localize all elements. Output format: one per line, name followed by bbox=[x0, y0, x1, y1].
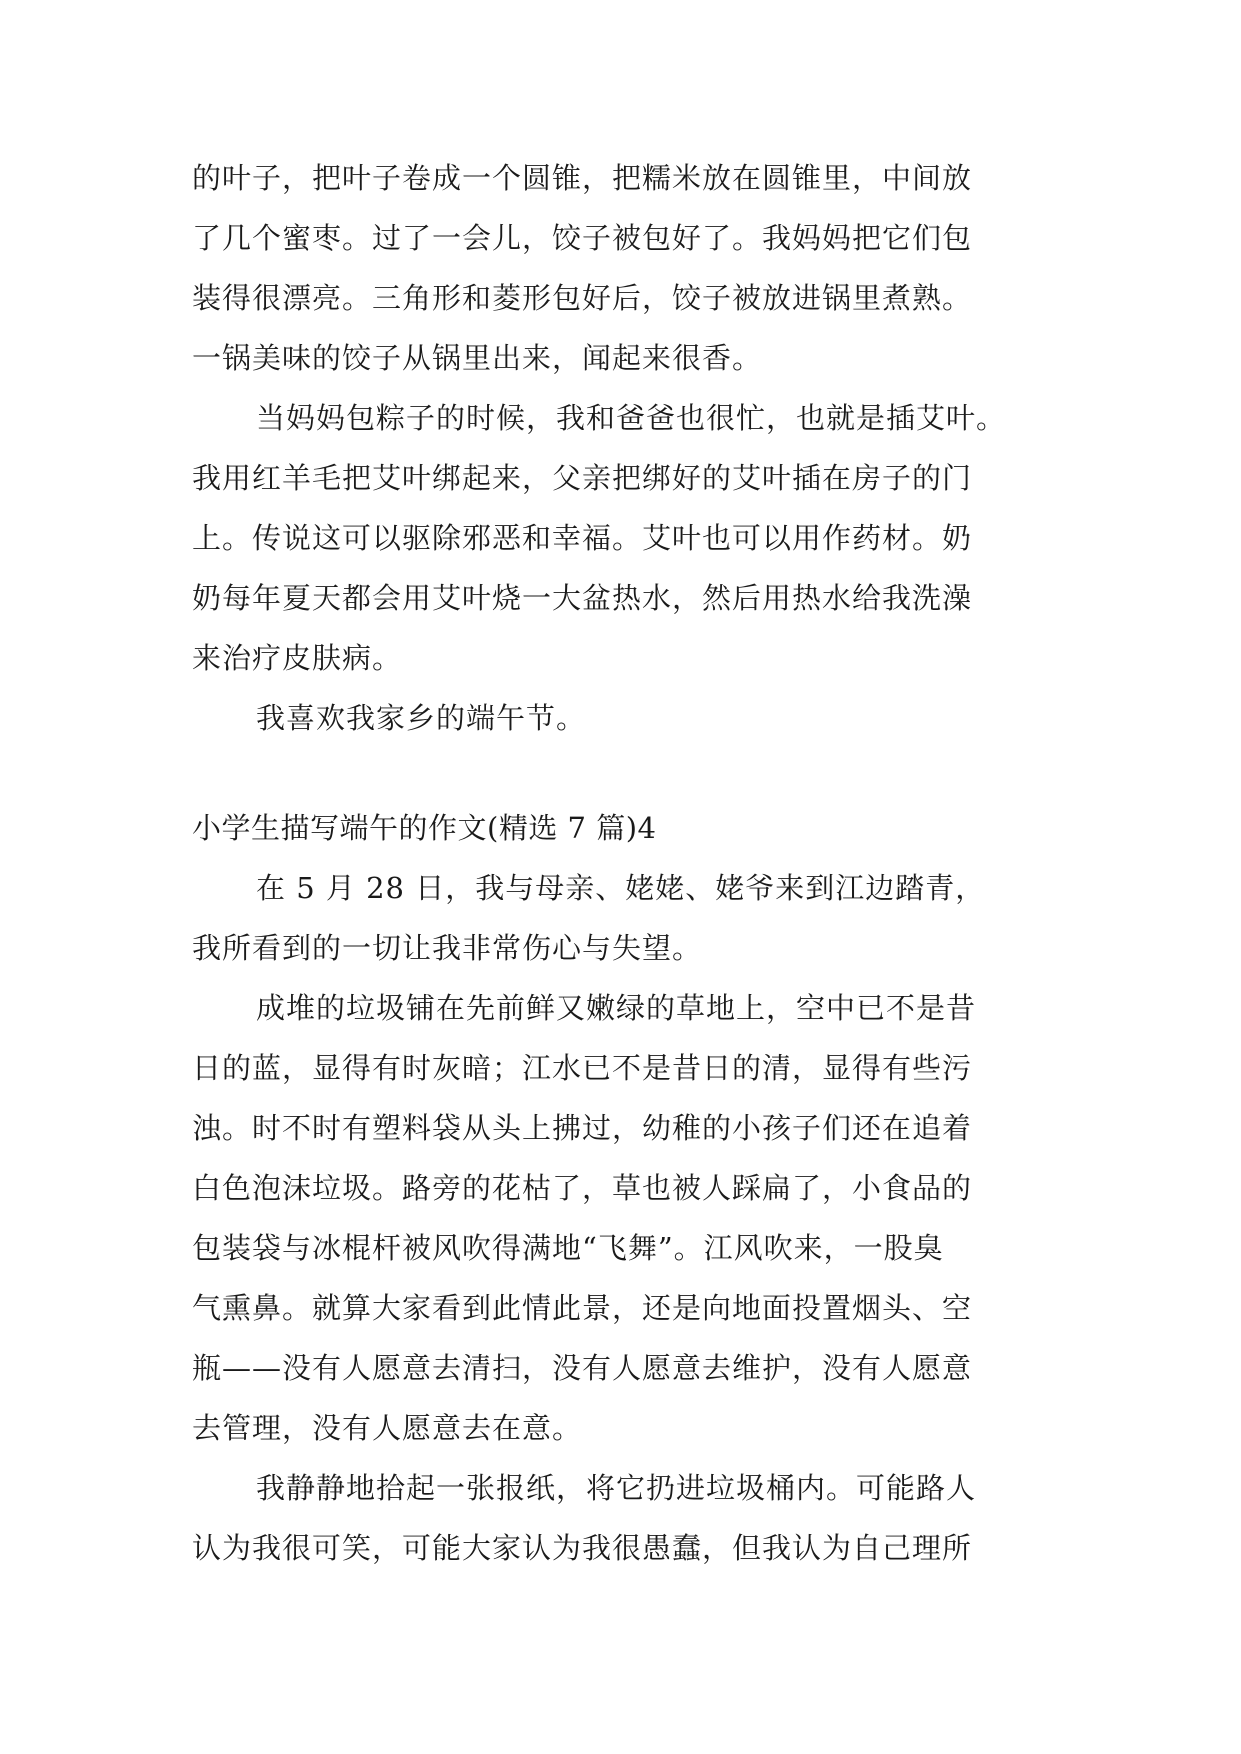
paragraph-line: 上。传说这可以驱除邪恶和幸福。艾叶也可以用作药材。奶 bbox=[192, 521, 973, 555]
paragraph-line: 白色泡沫垃圾。路旁的花枯了，草也被人踩扁了，小食品的 bbox=[192, 1171, 973, 1205]
paragraph-line: 我静静地拾起一张报纸，将它扔进垃圾桶内。可能路人 bbox=[256, 1471, 977, 1505]
paragraph-line: 了几个蜜枣。过了一会儿，饺子被包好了。我妈妈把它们包 bbox=[192, 221, 973, 255]
paragraph-line: 认为我很可笑，可能大家认为我很愚蠢，但我认为自己理所 bbox=[192, 1531, 973, 1565]
paragraph-line: 我喜欢我家乡的端午节。 bbox=[256, 701, 587, 735]
section-heading: 小学生描写端午的作文(精选 7 篇)4 bbox=[192, 811, 657, 845]
paragraph-line: 在 5 月 28 日，我与母亲、姥姥、姥爷来到江边踏青， bbox=[256, 871, 986, 905]
paragraph-line: 瓶——没有人愿意去清扫，没有人愿意去维护，没有人愿意 bbox=[192, 1351, 973, 1385]
paragraph-line: 我所看到的一切让我非常伤心与失望。 bbox=[192, 931, 703, 965]
paragraph-line: 日的蓝，显得有时灰暗；江水已不是昔日的清，显得有些污 bbox=[192, 1051, 973, 1085]
paragraph-line: 来治疗皮肤病。 bbox=[192, 641, 403, 675]
paragraph-line: 我用红羊毛把艾叶绑起来，父亲把绑好的艾叶插在房子的门 bbox=[192, 461, 973, 495]
paragraph-line: 浊。时不时有塑料袋从头上拂过，幼稚的小孩子们还在追着 bbox=[192, 1111, 973, 1145]
paragraph-line: 一锅美味的饺子从锅里出来，闻起来很香。 bbox=[192, 341, 763, 375]
paragraph-line: 包装袋与冰棍杆被风吹得满地“飞舞”。江风吹来，一股臭 bbox=[192, 1231, 944, 1265]
paragraph-line: 的叶子，把叶子卷成一个圆锥，把糯米放在圆锥里，中间放 bbox=[192, 161, 973, 195]
paragraph-line: 当妈妈包粽子的时候，我和爸爸也很忙，也就是插艾叶。 bbox=[256, 401, 1007, 435]
paragraph-line: 去管理，没有人愿意去在意。 bbox=[192, 1411, 583, 1445]
paragraph-line: 气熏鼻。就算大家看到此情此景，还是向地面投置烟头、空 bbox=[192, 1291, 973, 1325]
paragraph-line: 装得很漂亮。三角形和菱形包好后，饺子被放进锅里煮熟。 bbox=[192, 281, 973, 315]
paragraph-line: 成堆的垃圾铺在先前鲜又嫩绿的草地上，空中已不是昔 bbox=[256, 991, 977, 1025]
paragraph-line: 奶每年夏天都会用艾叶烧一大盆热水，然后用热水给我洗澡 bbox=[192, 581, 973, 615]
